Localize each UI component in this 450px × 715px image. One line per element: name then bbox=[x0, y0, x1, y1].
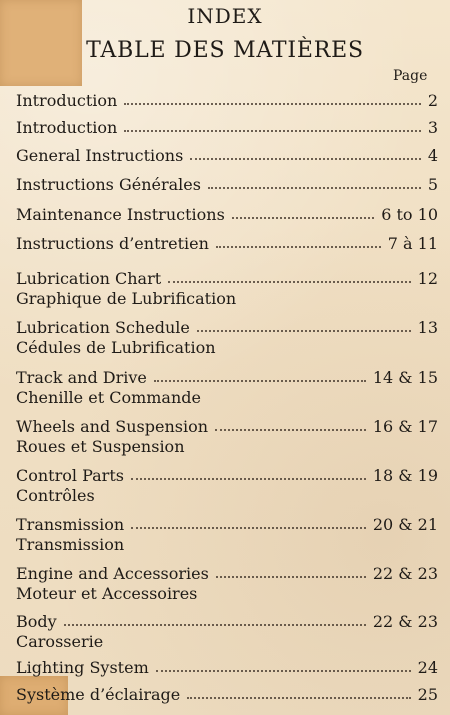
toc-entry-instructions-entretien bbox=[16, 231, 438, 253]
toc-entry-page: 24 bbox=[417, 658, 438, 677]
toc-entry-page: 14 & 15 bbox=[372, 368, 438, 387]
toc-entry-title: Transmission bbox=[16, 515, 125, 534]
toc-entry-title: Système d’éclairage bbox=[16, 685, 181, 704]
dot-leader bbox=[216, 246, 381, 248]
toc-entry-lighting-system bbox=[16, 655, 438, 677]
toc-entry-title: Body bbox=[16, 612, 57, 631]
toc-entry-instructions-generales bbox=[16, 172, 438, 194]
toc-entry-wheels-and-suspension bbox=[16, 414, 438, 456]
toc-entry-title-alt: Graphique de Lubrification bbox=[16, 289, 237, 308]
toc-entry-systeme-eclairage bbox=[16, 682, 438, 704]
toc-entry-control-parts bbox=[16, 463, 438, 505]
dot-leader bbox=[232, 217, 374, 219]
dot-leader bbox=[154, 380, 366, 382]
toc-entry-page: 13 bbox=[417, 318, 438, 337]
toc-entry-introduction-en bbox=[16, 88, 438, 110]
dot-leader bbox=[124, 103, 420, 105]
toc-entry-general-instructions bbox=[16, 143, 438, 165]
dot-leader bbox=[208, 187, 421, 189]
toc-entry-title: Maintenance Instructions bbox=[16, 205, 225, 224]
toc-entry-page: 4 bbox=[427, 146, 438, 165]
toc-entry-title-alt: Contrôles bbox=[16, 486, 95, 505]
toc-entry-title: Lubrication Schedule bbox=[16, 318, 190, 337]
toc-entry-page: 20 & 21 bbox=[372, 515, 438, 534]
toc-entry-page: 2 bbox=[427, 91, 438, 110]
dot-leader bbox=[197, 330, 411, 332]
toc-entry-title-alt: Moteur et Accessoires bbox=[16, 584, 198, 603]
toc-entry-title: Instructions Générales bbox=[16, 175, 201, 194]
toc-entry-page: 3 bbox=[427, 118, 438, 137]
dot-leader bbox=[64, 624, 366, 626]
toc-entry-title-alt: Roues et Suspension bbox=[16, 437, 185, 456]
toc-entry-title: Lighting System bbox=[16, 658, 149, 677]
toc-entry-title: Introduction bbox=[16, 91, 118, 110]
dot-leader bbox=[215, 429, 366, 431]
toc-entry-page: 22 & 23 bbox=[372, 612, 438, 631]
toc-entry-track-and-drive bbox=[16, 365, 438, 407]
dot-leader bbox=[131, 478, 366, 480]
toc-entry-transmission bbox=[16, 512, 438, 554]
toc-entry-page: 22 & 23 bbox=[372, 564, 438, 583]
toc-entry-page: 12 bbox=[417, 269, 438, 288]
toc-entry-title: Engine and Accessories bbox=[16, 564, 209, 583]
toc-entry-page: 7 à 11 bbox=[387, 234, 438, 253]
toc-entry-title: Introduction bbox=[16, 118, 118, 137]
toc-entry-page: 18 & 19 bbox=[372, 466, 438, 485]
toc-entry-title: Instructions d’entretien bbox=[16, 234, 209, 253]
toc-entry-title: General Instructions bbox=[16, 146, 184, 165]
dot-leader bbox=[168, 281, 410, 283]
toc-entry-title-alt: Carosserie bbox=[16, 632, 104, 651]
toc-entry-lubrication-schedule bbox=[16, 315, 438, 357]
toc-entry-engine-and-accessories bbox=[16, 561, 438, 603]
toc-entry-page: 16 & 17 bbox=[372, 417, 438, 436]
toc-entry-title-alt: Chenille et Commande bbox=[16, 388, 201, 407]
toc-entry-lubrication-chart bbox=[16, 266, 438, 308]
page-subtitle: TABLE DES MATIÈRES bbox=[86, 38, 364, 63]
toc-entry-introduction-fr bbox=[16, 115, 438, 137]
toc-entry-title: Control Parts bbox=[16, 466, 124, 485]
toc-entry-title: Wheels and Suspension bbox=[16, 417, 209, 436]
toc-entry-body bbox=[16, 609, 438, 651]
toc-entry-title: Track and Drive bbox=[16, 368, 147, 387]
page-column-label: Page bbox=[393, 68, 428, 84]
toc-entry-page: 25 bbox=[417, 685, 438, 704]
toc-entry-title-alt: Cédules de Lubrification bbox=[16, 338, 216, 357]
dot-leader bbox=[156, 670, 411, 672]
toc-entry-title-alt: Transmission bbox=[16, 535, 125, 554]
dot-leader bbox=[187, 697, 410, 699]
toc-entry-page: 6 to 10 bbox=[381, 205, 438, 224]
toc-entry-maintenance-instructions bbox=[16, 202, 438, 224]
toc-entry-page: 5 bbox=[427, 175, 438, 194]
dot-leader bbox=[131, 527, 366, 529]
page-title: INDEX bbox=[187, 4, 263, 28]
dot-leader bbox=[190, 158, 421, 160]
dot-leader bbox=[216, 576, 366, 578]
dot-leader bbox=[124, 130, 420, 132]
toc-entry-title: Lubrication Chart bbox=[16, 269, 162, 288]
